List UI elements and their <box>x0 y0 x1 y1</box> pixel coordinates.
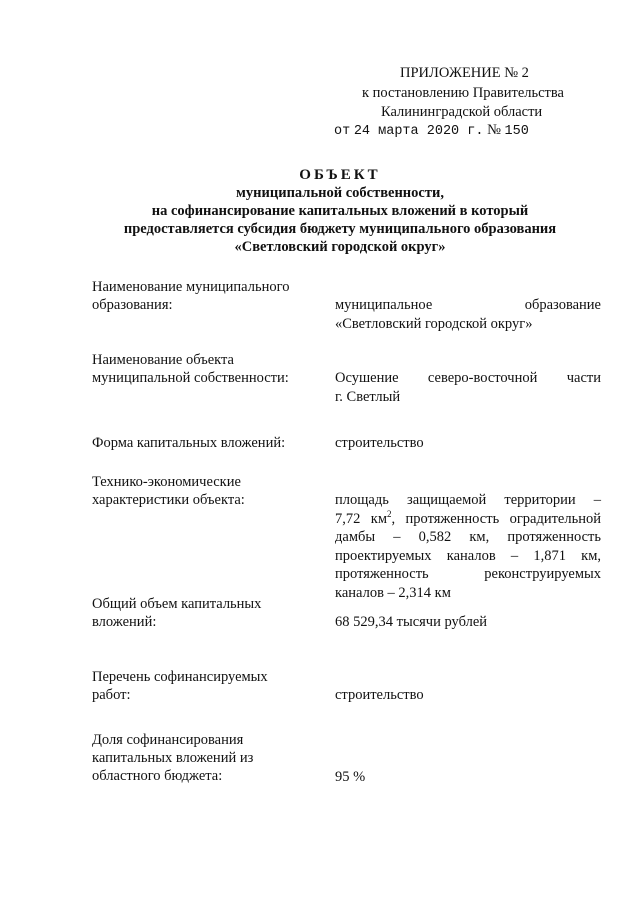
field-value: муниципальное образование «Светловский городской округ» <box>335 297 601 332</box>
field-value: площадь защищаемой территории – 7,72 $км^2$, протяженность оградительной дамбы – 0,582 км, протяженность проектируемых каналов – 1,871 км, протяженность реконструируемых каналов – 2,314 км <box>335 492 601 601</box>
field-label: Наименование муниципального образования: <box>92 279 290 313</box>
field-label: Наименование объекта муниципальной собственности: <box>92 352 289 386</box>
field-label: Перечень софинансируемых работ: <box>92 669 268 703</box>
region-name: Калининградской области <box>381 104 543 120</box>
field-value: строительство <box>335 435 424 451</box>
field-label: Технико-экономические характеристики объекта: <box>92 474 245 508</box>
field-value: строительство <box>335 687 424 703</box>
title-line-4: «Светловский городской округ» <box>234 239 446 255</box>
title-main: ОБЪЕКТ <box>299 167 381 183</box>
title-line-3: предоставляется субсидия бюджету муниципального образования <box>123 221 557 237</box>
number-prefix: № <box>487 122 501 138</box>
field-value: 68 529,34 тысячи рублей <box>335 614 488 630</box>
title-line-1: муниципальной собственности, <box>236 185 444 201</box>
field-value: Осушение северо-восточной части г. Светлый <box>335 370 601 405</box>
decree-date: 24 марта 2020 г. <box>353 124 484 139</box>
date-prefix: от <box>334 124 351 139</box>
appendix-number: ПРИЛОЖЕНИЕ № 2 <box>400 65 529 81</box>
field-label: Общий объем капитальных вложений: <box>92 596 262 630</box>
field-label: Доля софинансирования капитальных вложений из областного бюджета: <box>92 732 254 784</box>
decree-date-line <box>334 121 529 141</box>
decree-number: 150 <box>504 124 529 139</box>
title-line-2: на софинансирование капитальных вложений в который <box>151 203 529 219</box>
field-value: 95 % <box>335 769 366 785</box>
field-label: Форма капитальных вложений: <box>92 435 286 451</box>
document-title <box>60 166 620 256</box>
decree-reference: к постановлению Правительства <box>362 85 564 101</box>
